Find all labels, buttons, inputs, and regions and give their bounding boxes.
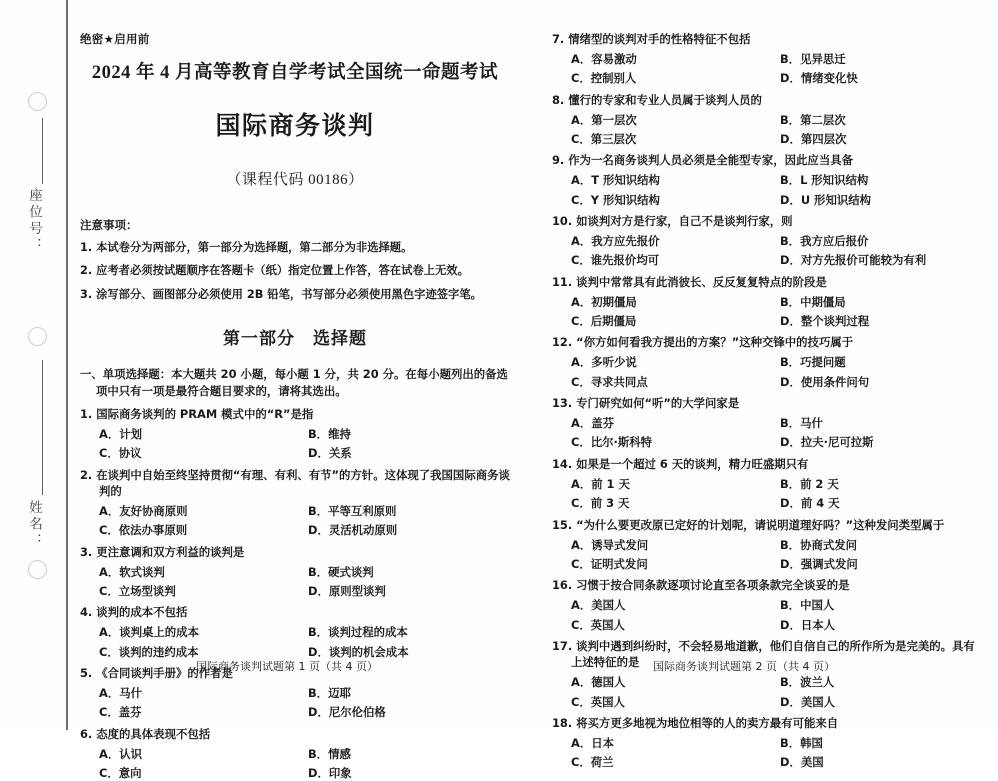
answer-option[interactable]: B．中期僵局 [780,294,846,309]
footer-page-2: 国际商务谈判试题第 2 页（共 4 页） [653,660,835,673]
question-stem [552,31,982,48]
option-row [552,755,982,770]
answer-option[interactable]: B．见异思迁 [780,52,846,67]
question-stem [80,726,510,743]
question-stem-text: 如谈判对方是行家，自己不是谈判行家，则 [572,214,793,229]
answer-option[interactable]: B．韩国 [780,736,823,751]
answer-option[interactable]: C．后期僵局 [571,314,637,329]
question-item [552,577,982,632]
question-stem [552,395,982,412]
question-stem [552,213,982,230]
answer-option[interactable]: C．协议 [99,446,142,461]
option-row [552,675,982,690]
question-number: 16. [552,578,573,593]
answer-option[interactable]: D．对方先报价可能较为有利 [780,253,927,268]
margin-divider-line [66,0,68,730]
option-row [552,193,982,208]
question-list-left [80,406,510,781]
question-stem [80,544,510,561]
question-number: 10. [552,214,573,229]
question-stem-text: 《合同谈判手册》的作者是 [92,666,233,681]
binding-margin [0,0,67,730]
question-number: 18. [552,716,573,731]
question-stem [552,274,982,291]
question-number: 11. [552,274,573,289]
answer-option[interactable]: A．诱导式发问 [571,537,649,552]
answer-option[interactable]: A．软式谈判 [99,564,165,579]
question-number: 3. [80,544,93,559]
name-writing-rule [42,360,43,495]
name-label: 姓名： [26,500,42,550]
option-row [552,496,982,511]
answer-option[interactable]: A．容易激动 [571,52,637,67]
question-number: 9. [552,153,565,168]
question-stem [552,152,982,169]
answer-option[interactable]: C．谁先报价均可 [571,253,660,268]
question-stem [80,467,510,500]
seat-number-label: 座位号： [26,188,42,254]
answer-option[interactable]: C．英国人 [571,617,625,632]
answer-option[interactable]: C．荷兰 [571,755,614,770]
option-row [80,766,510,781]
question-stem-text: 态度的具体表现不包括 [92,726,211,741]
answer-option[interactable]: A．马什 [99,686,142,701]
question-stem-text: 情绪型的谈判对手的性格特征不包括 [564,32,751,46]
answer-option[interactable]: D．整个谈判过程 [780,314,870,329]
option-row [552,132,982,147]
option-row [80,565,510,580]
page-column-right [552,0,982,770]
answer-option[interactable]: C．意向 [99,766,142,781]
option-row [552,598,982,613]
answer-option[interactable]: A．T 形知识结构 [571,173,660,188]
option-row [552,253,982,268]
punch-hole-icon [28,92,47,111]
option-row [80,747,510,762]
exam-title: 2024 年 4 月高等教育自学考试全国统一命题考试 [91,63,499,83]
answer-option[interactable]: D．印象 [308,766,352,781]
notes-list [80,240,510,303]
option-row [80,584,510,599]
answer-option[interactable]: A．前 1 天 [571,476,630,491]
answer-option[interactable]: C．立场型谈判 [99,584,176,599]
answer-option[interactable]: C．英国人 [571,694,625,709]
answer-option[interactable]: B．前 2 天 [780,476,839,491]
option-row [552,71,982,86]
question-item [552,92,982,147]
note-item: 1. 本试卷分为两部分，第一部分为选择题，第二部分为非选择题。 [80,241,413,254]
question-number: 1. [80,406,93,421]
answer-option[interactable]: C．寻求共同点 [571,374,648,389]
answer-option[interactable]: C．前 3 天 [571,496,630,511]
section-instructions: 一、单项选择题：本大题共 20 小题，每小题 1 分，共 20 分。在每小题列出的备选项中只有一项是最符合题目要求的，请将其选出。 [80,367,508,399]
question-stem-text: “为什么要更改原已定好的计划呢，请说明道理好吗？”这种发问类型属于 [572,517,945,532]
question-item [80,467,510,539]
question-stem-text: 更注意调和双方利益的谈判是 [92,544,245,559]
question-item [552,456,982,511]
page-column-left [80,0,510,781]
question-stem [552,715,982,732]
question-item [80,604,510,659]
answer-option[interactable]: B．中国人 [780,598,835,613]
question-number: 6. [80,726,93,741]
question-stem-text: 习惯于按合同条款逐项讨论直至各项条款完全谈妥的是 [572,578,850,593]
option-row [552,416,982,431]
punch-hole-icon [28,327,47,346]
question-number: 13. [552,396,573,411]
question-stem [552,334,982,351]
option-row [552,295,982,310]
question-stem-text: 懂行的专家和专业人员属于谈判人员的 [564,92,762,107]
question-number: 17. [552,638,573,653]
answer-option[interactable]: A．友好协商原则 [99,504,188,519]
answer-option[interactable]: A．第一层次 [571,112,637,127]
question-stem-text: 国际商务谈判的 PRAM 模式中的“R”是指 [92,406,314,421]
option-row [80,686,510,701]
option-row [80,625,510,640]
answer-option[interactable]: C．盖芬 [99,705,142,720]
answer-option[interactable]: A．谈判桌上的成本 [99,625,199,640]
option-row [552,314,982,329]
answer-option[interactable]: D．第四层次 [780,132,847,147]
option-row [552,375,982,390]
answer-option[interactable]: C．谈判的违约成本 [99,644,199,659]
answer-option[interactable]: A．我方应先报价 [571,234,660,249]
subject-title: 国际商务谈判 [215,111,375,140]
question-item [552,395,982,450]
answer-option[interactable]: D．关系 [308,446,352,461]
answer-option[interactable]: A．认识 [99,746,142,761]
option-row [552,538,982,553]
option-row [80,504,510,519]
answer-option[interactable]: C．比尔·斯科特 [571,435,653,450]
answer-option[interactable]: B．谈判过程的成本 [308,625,408,640]
option-row [80,523,510,538]
question-stem-text: 作为一名商务谈判人员必须是全能型专家，因此应当具备 [564,153,853,168]
option-row [552,52,982,67]
answer-option[interactable]: D．使用条件问句 [780,374,870,389]
question-item [552,334,982,389]
question-item [80,544,510,599]
answer-option[interactable]: D．谈判的机会成本 [308,644,409,659]
question-number: 15. [552,517,573,532]
answer-option[interactable]: D．日本人 [780,617,836,632]
question-stem-text: 谈判的成本不包括 [92,605,188,620]
answer-option[interactable]: A．初期僵局 [571,294,637,309]
answer-option[interactable]: D．原则型谈判 [308,584,386,599]
question-stem [80,406,510,423]
question-number: 12. [552,335,573,350]
option-row [552,557,982,572]
seat-number-writing-rule [42,118,43,184]
option-row [552,618,982,633]
question-stem [552,577,982,594]
punch-hole-icon [28,560,47,579]
question-number: 5. [80,666,93,681]
answer-option[interactable]: A．计划 [99,426,142,441]
question-number: 7. [552,32,565,46]
confidential-notice: 绝密★启用前 [80,32,150,46]
answer-option[interactable]: B．L 形知识结构 [780,173,869,188]
part-one-heading: 第一部分 选择题 [223,329,367,350]
question-item [80,726,510,781]
answer-option[interactable]: B．情感 [308,746,351,761]
option-row [552,736,982,751]
question-item [80,406,510,461]
answer-option[interactable]: D．美国人 [780,694,836,709]
course-code: （课程代码 00186） [226,172,364,188]
question-item [552,274,982,329]
question-stem [552,92,982,109]
answer-option[interactable]: D．美国 [780,755,824,770]
question-number: 4. [80,605,93,620]
answer-option[interactable]: B．波兰人 [780,675,835,690]
question-item [552,715,982,770]
note-item: 2. 应考者必须按试题顺序在答题卡（纸）指定位置上作答，答在试卷上无效。 [80,264,469,278]
answer-option[interactable]: B．巧提问题 [780,355,846,370]
question-stem [552,456,982,473]
question-stem [80,604,510,621]
answer-option[interactable]: A．多听少说 [571,355,637,370]
question-stem-text: 在谈判中自始至终坚持贯彻“有理、有利、有节”的方针。这体现了我国国际商务谈判的 [92,467,510,499]
answer-option[interactable]: A．盖芬 [571,416,614,431]
answer-option[interactable]: D．前 4 天 [780,496,840,511]
answer-option[interactable]: D．U 形知识结构 [780,192,872,207]
notes-heading: 注意事项： [80,218,138,232]
question-number: 2. [80,467,93,482]
option-row [552,477,982,492]
option-row [80,446,510,461]
question-stem-text: 如果是一个超过 6 天的谈判，精力旺盛期只有 [572,456,809,471]
option-row [552,234,982,249]
answer-option[interactable]: B．维持 [308,426,351,441]
answer-option[interactable]: D．灵活机动原则 [308,523,398,538]
answer-option[interactable]: C．Y 形知识结构 [571,192,660,207]
answer-option[interactable]: B．平等互利原则 [308,504,397,519]
answer-option[interactable]: B．我方应后报价 [780,234,869,249]
question-item [552,152,982,207]
question-stem [552,517,982,534]
answer-option[interactable]: D．尼尔伦伯格 [308,705,386,720]
answer-option[interactable]: B．第二层次 [780,112,846,127]
question-stem-text: 谈判中遇到纠纷时，不会轻易地道歉，他们自信自己的所作所为是完美的。具有上述特征的是 [571,638,975,670]
option-row [552,435,982,450]
answer-option[interactable]: A．美国人 [571,598,626,613]
answer-option[interactable]: A．德国人 [571,675,626,690]
answer-option[interactable]: C．第三层次 [571,132,637,147]
option-row [80,427,510,442]
note-item: 3. 涂写部分、画图部分必须使用 2B 铅笔，书写部分必须使用黑色字迹签字笔。 [80,287,482,301]
answer-option[interactable]: B．硬式谈判 [308,564,374,579]
answer-option[interactable]: C．控制别人 [571,71,637,86]
answer-option[interactable]: C．依法办事原则 [99,523,188,538]
option-row [552,355,982,370]
question-stem-text: “你方如何看我方提出的方案？”这种交锋中的技巧属于 [572,335,854,350]
question-stem-text: 谈判中常常具有此消彼长、反反复复特点的阶段是 [572,274,827,289]
question-item [552,213,982,268]
question-item [552,31,982,86]
question-number: 8. [552,92,565,107]
answer-option[interactable]: D．情绪变化快 [780,71,858,86]
answer-option[interactable]: B．协商式发问 [780,537,858,552]
question-stem-text: 专门研究如何“听”的大学问家是 [572,396,740,411]
answer-option[interactable]: A．日本 [571,736,614,751]
question-number: 14. [552,456,573,471]
answer-option[interactable]: C．证明式发问 [571,556,648,571]
answer-option[interactable]: B．迈耶 [308,686,351,701]
option-row [552,173,982,188]
option-row [552,695,982,710]
answer-option[interactable]: B．马什 [780,416,823,431]
footer-page-1: 国际商务谈判试题第 1 页（共 4 页） [196,660,378,673]
question-item [552,517,982,572]
answer-option[interactable]: D．强调式发问 [780,556,858,571]
option-row [80,705,510,720]
question-stem-text: 将买方更多地视为地位相等的人的卖方最有可能来自 [572,716,839,731]
answer-option[interactable]: D．拉夫·尼可拉斯 [780,435,874,450]
option-row [552,113,982,128]
